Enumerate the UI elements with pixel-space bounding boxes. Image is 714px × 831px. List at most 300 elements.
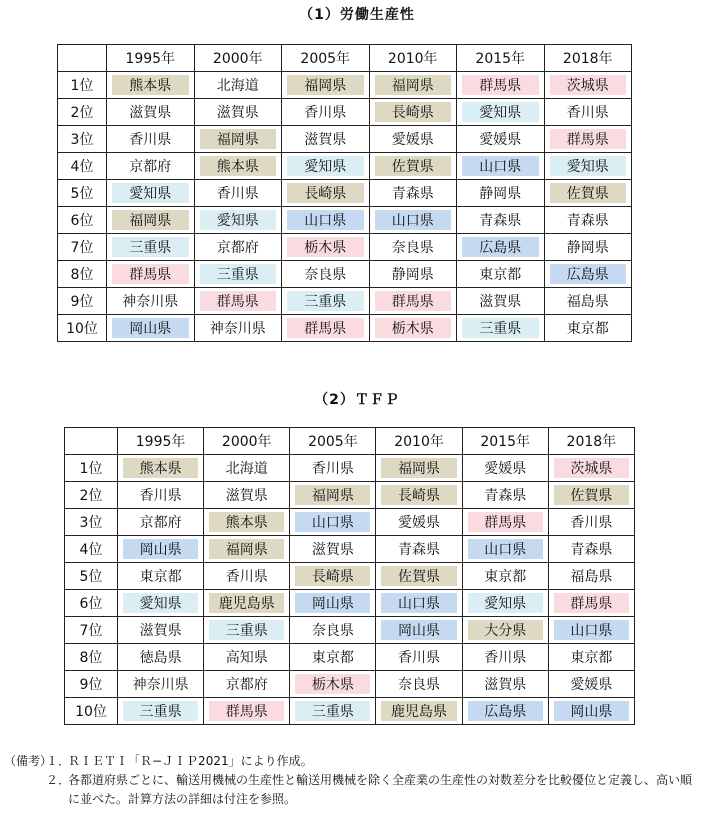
prefecture-cell <box>194 126 282 153</box>
prefecture-cell <box>457 315 545 342</box>
prefecture-cell <box>369 153 457 180</box>
prefecture-cell <box>548 536 634 563</box>
prefecture-cell <box>457 207 545 234</box>
prefecture-cell <box>457 180 545 207</box>
prefecture-cell <box>457 288 545 315</box>
prefecture-cell <box>457 99 545 126</box>
prefecture-cell <box>282 99 370 126</box>
prefecture-name: 京都府 <box>129 159 172 175</box>
table-row <box>58 180 632 207</box>
prefecture-name: 山口県 <box>304 213 347 229</box>
prefecture-name: 北海道 <box>216 78 259 94</box>
year-header-cell: 1995年 <box>107 45 195 72</box>
rank-label: 8位 <box>65 644 118 671</box>
year-header-cell: 2000年 <box>204 428 290 455</box>
prefecture-name: 香川県 <box>139 488 182 504</box>
prefecture-name: 福岡県 <box>311 488 354 504</box>
prefecture-name: 青森県 <box>566 213 609 229</box>
rank-label: 7位 <box>65 617 118 644</box>
rank-label: 5位 <box>58 180 107 207</box>
prefecture-cell <box>282 261 370 288</box>
prefecture-cell <box>204 671 290 698</box>
table-row <box>58 207 632 234</box>
prefecture-cell <box>290 590 376 617</box>
prefecture-name: 北海道 <box>225 461 268 477</box>
prefecture-name: 群馬県 <box>479 78 522 94</box>
prefecture-cell <box>544 261 632 288</box>
prefecture-name: 奈良県 <box>398 677 441 693</box>
prefecture-cell <box>462 482 548 509</box>
table-row <box>58 288 632 315</box>
prefecture-cell <box>290 563 376 590</box>
prefecture-name: 岡山県 <box>398 623 441 639</box>
prefecture-name: 山口県 <box>570 623 613 639</box>
prefecture-cell <box>462 698 548 725</box>
note-2 <box>4 771 710 790</box>
prefecture-name: 福岡県 <box>225 542 268 558</box>
prefecture-name: 福岡県 <box>398 461 441 477</box>
prefecture-name: 福島県 <box>570 569 613 585</box>
note-2-continued <box>4 790 710 809</box>
prefecture-name: 滋賀県 <box>311 542 354 558</box>
prefecture-name: 滋賀県 <box>139 623 182 639</box>
prefecture-name: 香川県 <box>216 186 259 202</box>
rank-label: 1位 <box>65 455 118 482</box>
prefecture-cell <box>369 180 457 207</box>
prefecture-name: 広島県 <box>484 704 527 720</box>
prefecture-name: 青森県 <box>391 186 434 202</box>
prefecture-cell <box>194 315 282 342</box>
section2-title: （2）ＴＦＰ <box>314 392 400 408</box>
prefecture-cell <box>548 482 634 509</box>
prefecture-name: 群馬県 <box>566 132 609 148</box>
prefecture-name: 岡山県 <box>311 596 354 612</box>
prefecture-cell <box>290 509 376 536</box>
prefecture-name: 鹿児島県 <box>391 704 448 720</box>
prefecture-cell <box>369 207 457 234</box>
prefecture-cell <box>107 72 195 99</box>
prefecture-cell <box>290 698 376 725</box>
prefecture-name: 滋賀県 <box>216 105 259 121</box>
prefecture-cell <box>204 536 290 563</box>
prefecture-cell <box>462 455 548 482</box>
prefecture-name: 神奈川県 <box>132 677 189 693</box>
prefecture-cell <box>544 99 632 126</box>
prefecture-cell <box>204 590 290 617</box>
prefecture-name: 岡山県 <box>139 542 182 558</box>
prefecture-cell <box>548 698 634 725</box>
prefecture-name: 愛媛県 <box>570 677 613 693</box>
prefecture-name: 香川県 <box>570 515 613 531</box>
year-header-cell: 2010年 <box>376 428 462 455</box>
prefecture-name: 大分県 <box>484 623 527 639</box>
prefecture-name: 長崎県 <box>391 105 434 121</box>
prefecture-cell <box>290 644 376 671</box>
prefecture-cell <box>290 455 376 482</box>
prefecture-name: 茨城県 <box>570 461 613 477</box>
note-2-text-continued: に並べた。計算方法の詳細は付注を参照。 <box>68 792 297 806</box>
prefecture-cell <box>204 617 290 644</box>
prefecture-name: 滋賀県 <box>304 132 347 148</box>
prefecture-name: 神奈川県 <box>209 321 266 337</box>
year-header-cell: 2005年 <box>282 45 370 72</box>
notes <box>4 752 710 809</box>
prefecture-cell <box>548 644 634 671</box>
prefecture-name: 福岡県 <box>391 78 434 94</box>
prefecture-name: 鹿児島県 <box>218 596 275 612</box>
prefecture-name: 栃木県 <box>391 321 434 337</box>
prefecture-name: 愛知県 <box>304 159 347 175</box>
table-row <box>65 509 635 536</box>
prefecture-name: 京都府 <box>216 240 259 256</box>
prefecture-cell <box>290 536 376 563</box>
prefecture-name: 三重県 <box>225 623 268 639</box>
table-row <box>65 482 635 509</box>
prefecture-cell <box>544 126 632 153</box>
prefecture-cell <box>204 644 290 671</box>
prefecture-cell <box>544 72 632 99</box>
prefecture-name: 静岡県 <box>566 240 609 256</box>
prefecture-name: 山口県 <box>311 515 354 531</box>
header-row <box>58 45 632 72</box>
prefecture-cell <box>118 644 204 671</box>
prefecture-cell <box>376 644 462 671</box>
prefecture-cell <box>194 234 282 261</box>
header-row <box>65 428 635 455</box>
header-corner-cell <box>65 428 118 455</box>
year-header-cell: 2010年 <box>369 45 457 72</box>
prefecture-name: 広島県 <box>479 240 522 256</box>
prefecture-cell <box>107 315 195 342</box>
prefecture-name: 福島県 <box>566 294 609 310</box>
prefecture-cell <box>118 671 204 698</box>
prefecture-name: 佐賀県 <box>570 488 613 504</box>
prefecture-name: 東京都 <box>311 650 354 666</box>
prefecture-cell <box>376 590 462 617</box>
prefecture-cell <box>194 207 282 234</box>
notes-prefix: （備考） <box>4 754 53 768</box>
prefecture-cell <box>376 509 462 536</box>
prefecture-name: 東京都 <box>479 267 522 283</box>
prefecture-cell <box>282 126 370 153</box>
prefecture-name: 群馬県 <box>216 294 259 310</box>
prefecture-cell <box>118 590 204 617</box>
prefecture-cell <box>194 153 282 180</box>
prefecture-cell <box>462 671 548 698</box>
prefecture-cell <box>118 455 204 482</box>
prefecture-cell <box>369 72 457 99</box>
prefecture-name: 滋賀県 <box>225 488 268 504</box>
prefecture-name: 岡山県 <box>570 704 613 720</box>
prefecture-cell <box>544 180 632 207</box>
prefecture-name: 滋賀県 <box>484 677 527 693</box>
prefecture-cell <box>369 288 457 315</box>
prefecture-cell <box>290 482 376 509</box>
prefecture-name: 神奈川県 <box>122 294 179 310</box>
prefecture-cell <box>369 99 457 126</box>
prefecture-cell <box>376 455 462 482</box>
prefecture-name: 三重県 <box>311 704 354 720</box>
prefecture-cell <box>107 180 195 207</box>
note-1 <box>4 752 710 771</box>
prefecture-cell <box>107 234 195 261</box>
prefecture-name: 長崎県 <box>304 186 347 202</box>
prefecture-name: 東京都 <box>139 569 182 585</box>
table-row <box>58 99 632 126</box>
prefecture-name: 熊本県 <box>129 78 172 94</box>
prefecture-cell <box>369 126 457 153</box>
prefecture-name: 滋賀県 <box>479 294 522 310</box>
prefecture-name: 群馬県 <box>225 704 268 720</box>
prefecture-cell <box>118 482 204 509</box>
prefecture-name: 長崎県 <box>311 569 354 585</box>
prefecture-name: 佐賀県 <box>566 186 609 202</box>
prefecture-name: 香川県 <box>129 132 172 148</box>
prefecture-cell <box>204 563 290 590</box>
prefecture-cell <box>544 288 632 315</box>
prefecture-name: 佐賀県 <box>398 569 441 585</box>
prefecture-name: 三重県 <box>304 294 347 310</box>
prefecture-cell <box>282 180 370 207</box>
prefecture-name: 愛媛県 <box>398 515 441 531</box>
prefecture-cell <box>376 482 462 509</box>
rank-label: 1位 <box>58 72 107 99</box>
prefecture-name: 栃木県 <box>311 677 354 693</box>
prefecture-name: 愛知県 <box>566 159 609 175</box>
prefecture-name: 高知県 <box>225 650 268 666</box>
prefecture-cell <box>544 153 632 180</box>
prefecture-cell <box>548 617 634 644</box>
year-header-cell: 2005年 <box>290 428 376 455</box>
prefecture-cell <box>118 617 204 644</box>
table-row <box>58 72 632 99</box>
prefecture-name: 香川県 <box>225 569 268 585</box>
prefecture-cell <box>204 509 290 536</box>
prefecture-cell <box>548 563 634 590</box>
rank-label: 6位 <box>65 590 118 617</box>
section1-title: （1）労働生産性 <box>299 7 415 23</box>
prefecture-cell <box>194 261 282 288</box>
table-row <box>65 455 635 482</box>
prefecture-cell <box>107 153 195 180</box>
prefecture-cell <box>290 617 376 644</box>
rank-label: 9位 <box>58 288 107 315</box>
prefecture-name: 愛媛県 <box>484 461 527 477</box>
prefecture-cell <box>204 455 290 482</box>
rank-label: 2位 <box>65 482 118 509</box>
table-row <box>65 617 635 644</box>
prefecture-name: 熊本県 <box>225 515 268 531</box>
prefecture-name: 愛媛県 <box>391 132 434 148</box>
rank-label: 3位 <box>65 509 118 536</box>
year-header-cell: 2015年 <box>457 45 545 72</box>
prefecture-name: 京都府 <box>139 515 182 531</box>
prefecture-cell <box>290 671 376 698</box>
prefecture-name: 三重県 <box>129 240 172 256</box>
rank-label: 6位 <box>58 207 107 234</box>
table-row <box>65 563 635 590</box>
prefecture-name: 山口県 <box>398 596 441 612</box>
prefecture-name: 青森県 <box>479 213 522 229</box>
prefecture-name: 青森県 <box>570 542 613 558</box>
prefecture-cell <box>376 563 462 590</box>
prefecture-cell <box>107 261 195 288</box>
prefecture-name: 群馬県 <box>484 515 527 531</box>
prefecture-name: 群馬県 <box>304 321 347 337</box>
prefecture-cell <box>462 617 548 644</box>
prefecture-name: 熊本県 <box>216 159 259 175</box>
prefecture-name: 長崎県 <box>398 488 441 504</box>
labor-productivity-table <box>57 44 632 342</box>
prefecture-cell <box>548 455 634 482</box>
prefecture-cell <box>204 482 290 509</box>
year-header-cell: 2018年 <box>548 428 634 455</box>
prefecture-name: 三重県 <box>479 321 522 337</box>
prefecture-name: 三重県 <box>216 267 259 283</box>
prefecture-cell <box>462 509 548 536</box>
prefecture-name: 東京都 <box>566 321 609 337</box>
prefecture-name: 山口県 <box>391 213 434 229</box>
prefecture-name: 群馬県 <box>391 294 434 310</box>
prefecture-name: 福岡県 <box>129 213 172 229</box>
prefecture-name: 茨城県 <box>566 78 609 94</box>
prefecture-cell <box>457 126 545 153</box>
prefecture-cell <box>457 72 545 99</box>
table-row <box>65 644 635 671</box>
prefecture-name: 広島県 <box>566 267 609 283</box>
table-row <box>65 536 635 563</box>
prefecture-cell <box>282 153 370 180</box>
rank-label: 2位 <box>58 99 107 126</box>
prefecture-name: 愛知県 <box>139 596 182 612</box>
year-header-cell: 2000年 <box>194 45 282 72</box>
prefecture-cell <box>204 698 290 725</box>
prefecture-cell <box>548 671 634 698</box>
prefecture-cell <box>548 509 634 536</box>
prefecture-name: 福岡県 <box>304 78 347 94</box>
prefecture-cell <box>462 644 548 671</box>
table-row <box>65 698 635 725</box>
prefecture-name: 青森県 <box>398 542 441 558</box>
prefecture-name: 群馬県 <box>570 596 613 612</box>
prefecture-cell <box>194 180 282 207</box>
prefecture-name: 京都府 <box>225 677 268 693</box>
prefecture-name: 奈良県 <box>311 623 354 639</box>
table-row <box>65 671 635 698</box>
prefecture-name: 愛知県 <box>129 186 172 202</box>
prefecture-cell <box>544 315 632 342</box>
prefecture-name: 香川県 <box>398 650 441 666</box>
prefecture-cell <box>457 234 545 261</box>
prefecture-name: 奈良県 <box>304 267 347 283</box>
prefecture-name: 岡山県 <box>129 321 172 337</box>
prefecture-cell <box>118 563 204 590</box>
rank-label: 10位 <box>65 698 118 725</box>
prefecture-cell <box>282 207 370 234</box>
year-header-cell: 1995年 <box>118 428 204 455</box>
prefecture-cell <box>118 698 204 725</box>
prefecture-name: 佐賀県 <box>391 159 434 175</box>
prefecture-name: 愛知県 <box>216 213 259 229</box>
prefecture-cell <box>376 536 462 563</box>
table-row <box>58 153 632 180</box>
prefecture-name: 香川県 <box>311 461 354 477</box>
prefecture-name: 青森県 <box>484 488 527 504</box>
prefecture-cell <box>118 509 204 536</box>
prefecture-cell <box>462 590 548 617</box>
prefecture-cell <box>376 617 462 644</box>
prefecture-cell <box>376 671 462 698</box>
note-1-text: ＲＩＥＴＩ「Ｒ−ＪＩＰ2021」により作成。 <box>68 754 313 768</box>
prefecture-cell <box>282 315 370 342</box>
prefecture-cell <box>118 536 204 563</box>
prefecture-cell <box>282 234 370 261</box>
prefecture-cell <box>107 99 195 126</box>
prefecture-cell <box>107 288 195 315</box>
header-corner-cell <box>58 45 107 72</box>
prefecture-name: 香川県 <box>304 105 347 121</box>
prefecture-cell <box>194 288 282 315</box>
prefecture-cell <box>369 234 457 261</box>
prefecture-name: 滋賀県 <box>129 105 172 121</box>
prefecture-cell <box>548 590 634 617</box>
prefecture-cell <box>107 126 195 153</box>
table-row <box>58 261 632 288</box>
prefecture-name: 福岡県 <box>216 132 259 148</box>
prefecture-name: 群馬県 <box>129 267 172 283</box>
prefecture-cell <box>544 234 632 261</box>
prefecture-name: 東京都 <box>570 650 613 666</box>
rank-label: 8位 <box>58 261 107 288</box>
rank-label: 7位 <box>58 234 107 261</box>
prefecture-cell <box>457 261 545 288</box>
prefecture-cell <box>544 207 632 234</box>
prefecture-name: 熊本県 <box>139 461 182 477</box>
prefecture-name: 山口県 <box>484 542 527 558</box>
prefecture-name: 山口県 <box>479 159 522 175</box>
prefecture-cell <box>194 72 282 99</box>
note-2-number: ２． <box>46 773 71 787</box>
prefecture-name: 静岡県 <box>391 267 434 283</box>
prefecture-name: 静岡県 <box>479 186 522 202</box>
prefecture-name: 栃木県 <box>304 240 347 256</box>
year-header-cell: 2015年 <box>462 428 548 455</box>
table-row <box>58 126 632 153</box>
prefecture-name: 愛知県 <box>484 596 527 612</box>
prefecture-name: 愛媛県 <box>479 132 522 148</box>
note-2-text: 各都道府県ごとに、輸送用機械の生産性と輸送用機械を除く全産業の生産性の対数差分を比較優位と定義し、高い順 <box>68 773 693 787</box>
prefecture-name: 香川県 <box>566 105 609 121</box>
prefecture-cell <box>369 315 457 342</box>
prefecture-name: 香川県 <box>484 650 527 666</box>
prefecture-cell <box>462 563 548 590</box>
rank-label: 4位 <box>58 153 107 180</box>
rank-label: 4位 <box>65 536 118 563</box>
rank-label: 5位 <box>65 563 118 590</box>
prefecture-name: 奈良県 <box>391 240 434 256</box>
table-row <box>58 234 632 261</box>
prefecture-name: 愛知県 <box>479 105 522 121</box>
tfp-table <box>64 427 635 725</box>
prefecture-cell <box>282 72 370 99</box>
prefecture-name: 徳島県 <box>139 650 182 666</box>
prefecture-cell <box>107 207 195 234</box>
table-row <box>58 315 632 342</box>
prefecture-cell <box>282 288 370 315</box>
year-header-cell: 2018年 <box>544 45 632 72</box>
prefecture-name: 東京都 <box>484 569 527 585</box>
prefecture-cell <box>376 698 462 725</box>
